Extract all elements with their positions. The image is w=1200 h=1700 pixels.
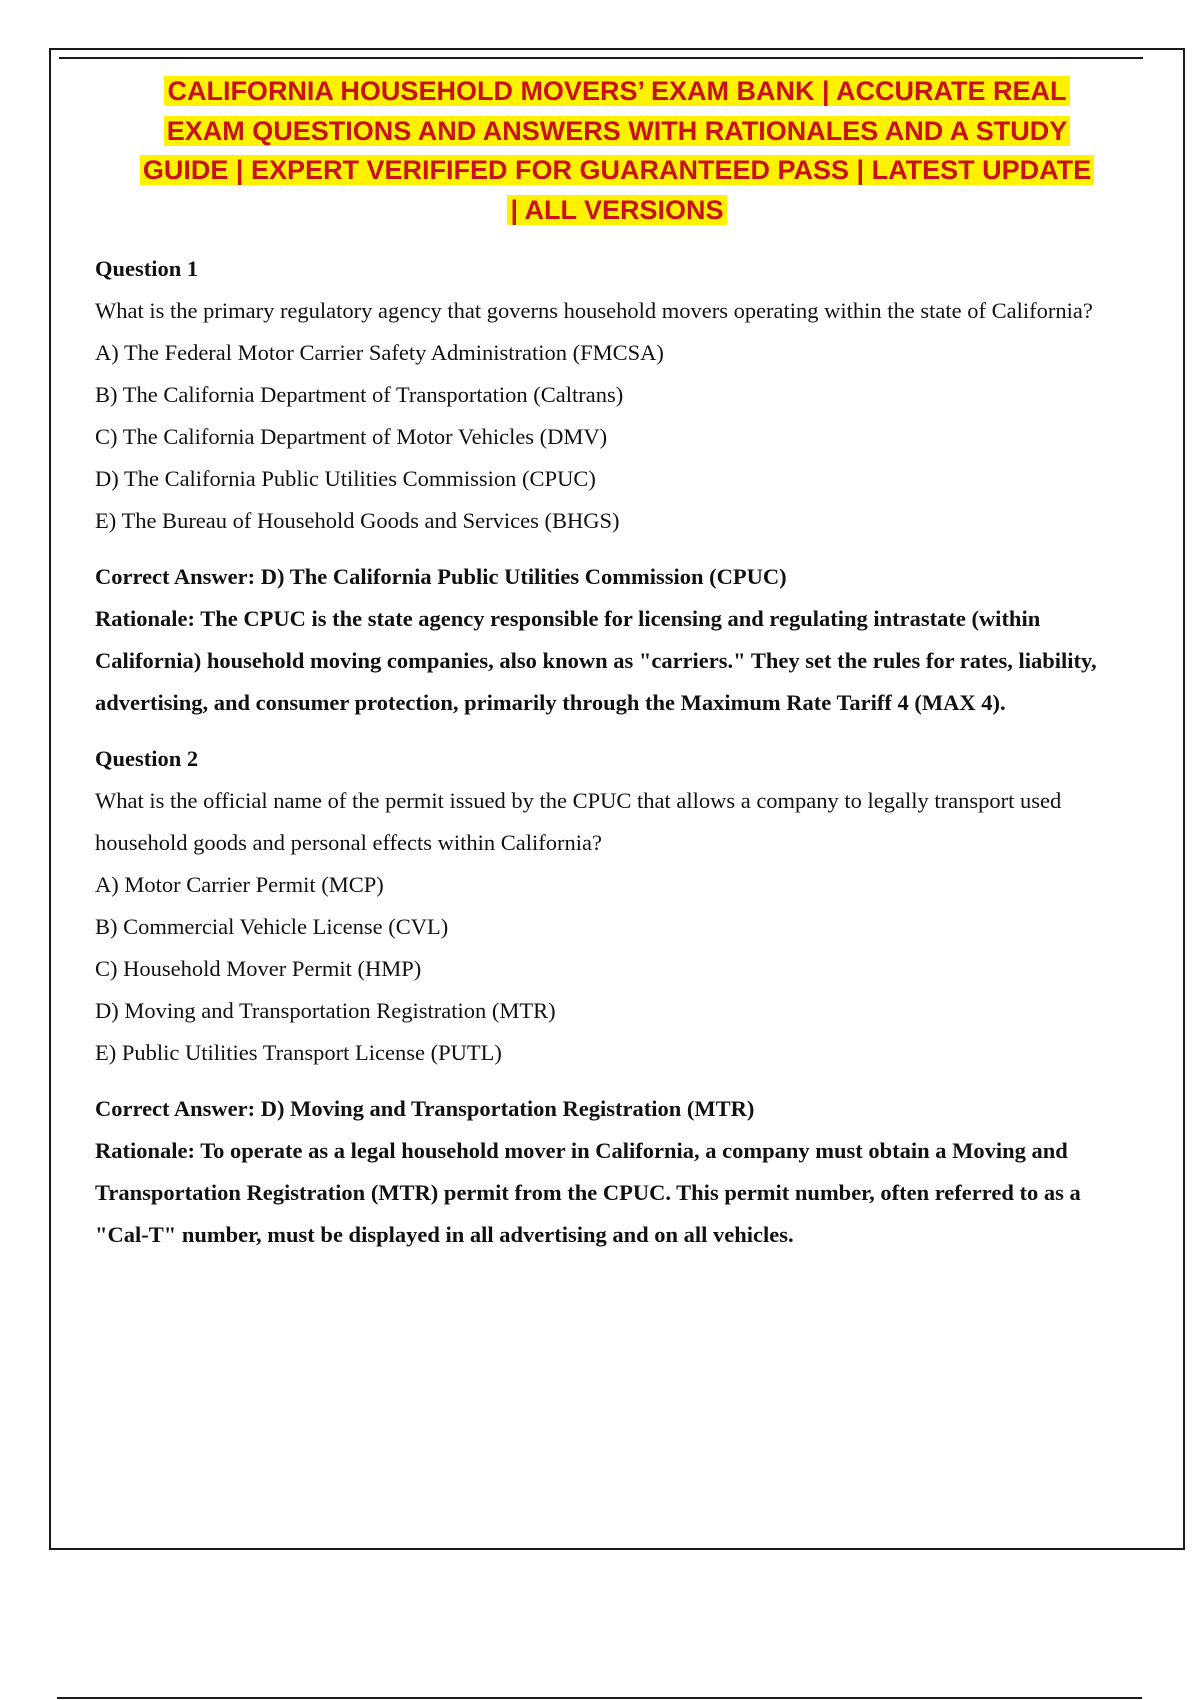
option-b: B) The California Department of Transportation (Caltrans) <box>95 382 624 407</box>
title-line: EXAM QUESTIONS AND ANSWERS WITH RATIONALES AND A STUDY <box>164 116 1071 146</box>
question-heading: Question 1 <box>95 256 199 281</box>
option-d: D) The California Public Utilities Commission (CPUC) <box>95 466 596 491</box>
questions-section <box>95 248 1105 1256</box>
option-a: A) Motor Carrier Permit (MCP) <box>95 872 384 897</box>
option-a: A) The Federal Motor Carrier Safety Administration (FMCSA) <box>95 340 664 365</box>
correct-answer: Correct Answer: D) Moving and Transportation Registration (MTR) <box>95 1096 755 1121</box>
question-text: What is the official name of the permit issued by the CPUC that allows a company to legally transport used household goods and personal effects within California? <box>95 788 1062 855</box>
title-line: | ALL VERSIONS <box>507 195 726 225</box>
next-page-rule <box>57 1697 1142 1699</box>
answer-options <box>95 332 1105 542</box>
question-2 <box>95 738 1105 1256</box>
question-text: What is the primary regulatory agency that governs household movers operating within the state of California? <box>95 298 1093 323</box>
document-title <box>111 72 1123 230</box>
answer-options <box>95 864 1105 1074</box>
option-c: C) The California Department of Motor Vehicles (DMV) <box>95 424 608 449</box>
question-1 <box>95 248 1105 724</box>
title-line: CALIFORNIA HOUSEHOLD MOVERS’ EXAM BANK | ACCURATE REAL <box>164 76 1069 106</box>
question-heading: Question 2 <box>95 746 199 771</box>
rationale: Rationale: To operate as a legal household mover in California, a company must obtain a Moving and Transportation Registration (MTR) permit from the CPUC. This permit number, often referred to as a "Cal-T" number, must be displayed in all advertising and on all vehicles. <box>95 1138 1081 1247</box>
option-e: E) Public Utilities Transport License (PUTL) <box>95 1040 502 1065</box>
question-spacer <box>95 724 1105 738</box>
rationale: Rationale: The CPUC is the state agency responsible for licensing and regulating intrastate (within California) household moving companies, also known as "carriers." They set the rules for rates, liability, advertising, and consumer protection, primarily through the Maximum Rate Tariff 4 (MAX 4). <box>95 606 1097 715</box>
correct-answer: Correct Answer: D) The California Public Utilities Commission (CPUC) <box>95 564 787 589</box>
option-b: B) Commercial Vehicle License (CVL) <box>95 914 449 939</box>
option-e: E) The Bureau of Household Goods and Services (BHGS) <box>95 508 620 533</box>
option-d: D) Moving and Transportation Registration (MTR) <box>95 998 556 1023</box>
top-rule <box>59 57 1143 59</box>
option-c: C) Household Mover Permit (HMP) <box>95 956 422 981</box>
title-line: GUIDE | EXPERT VERIFIFED FOR GUARANTEED PASS | LATEST UPDATE <box>140 155 1094 185</box>
